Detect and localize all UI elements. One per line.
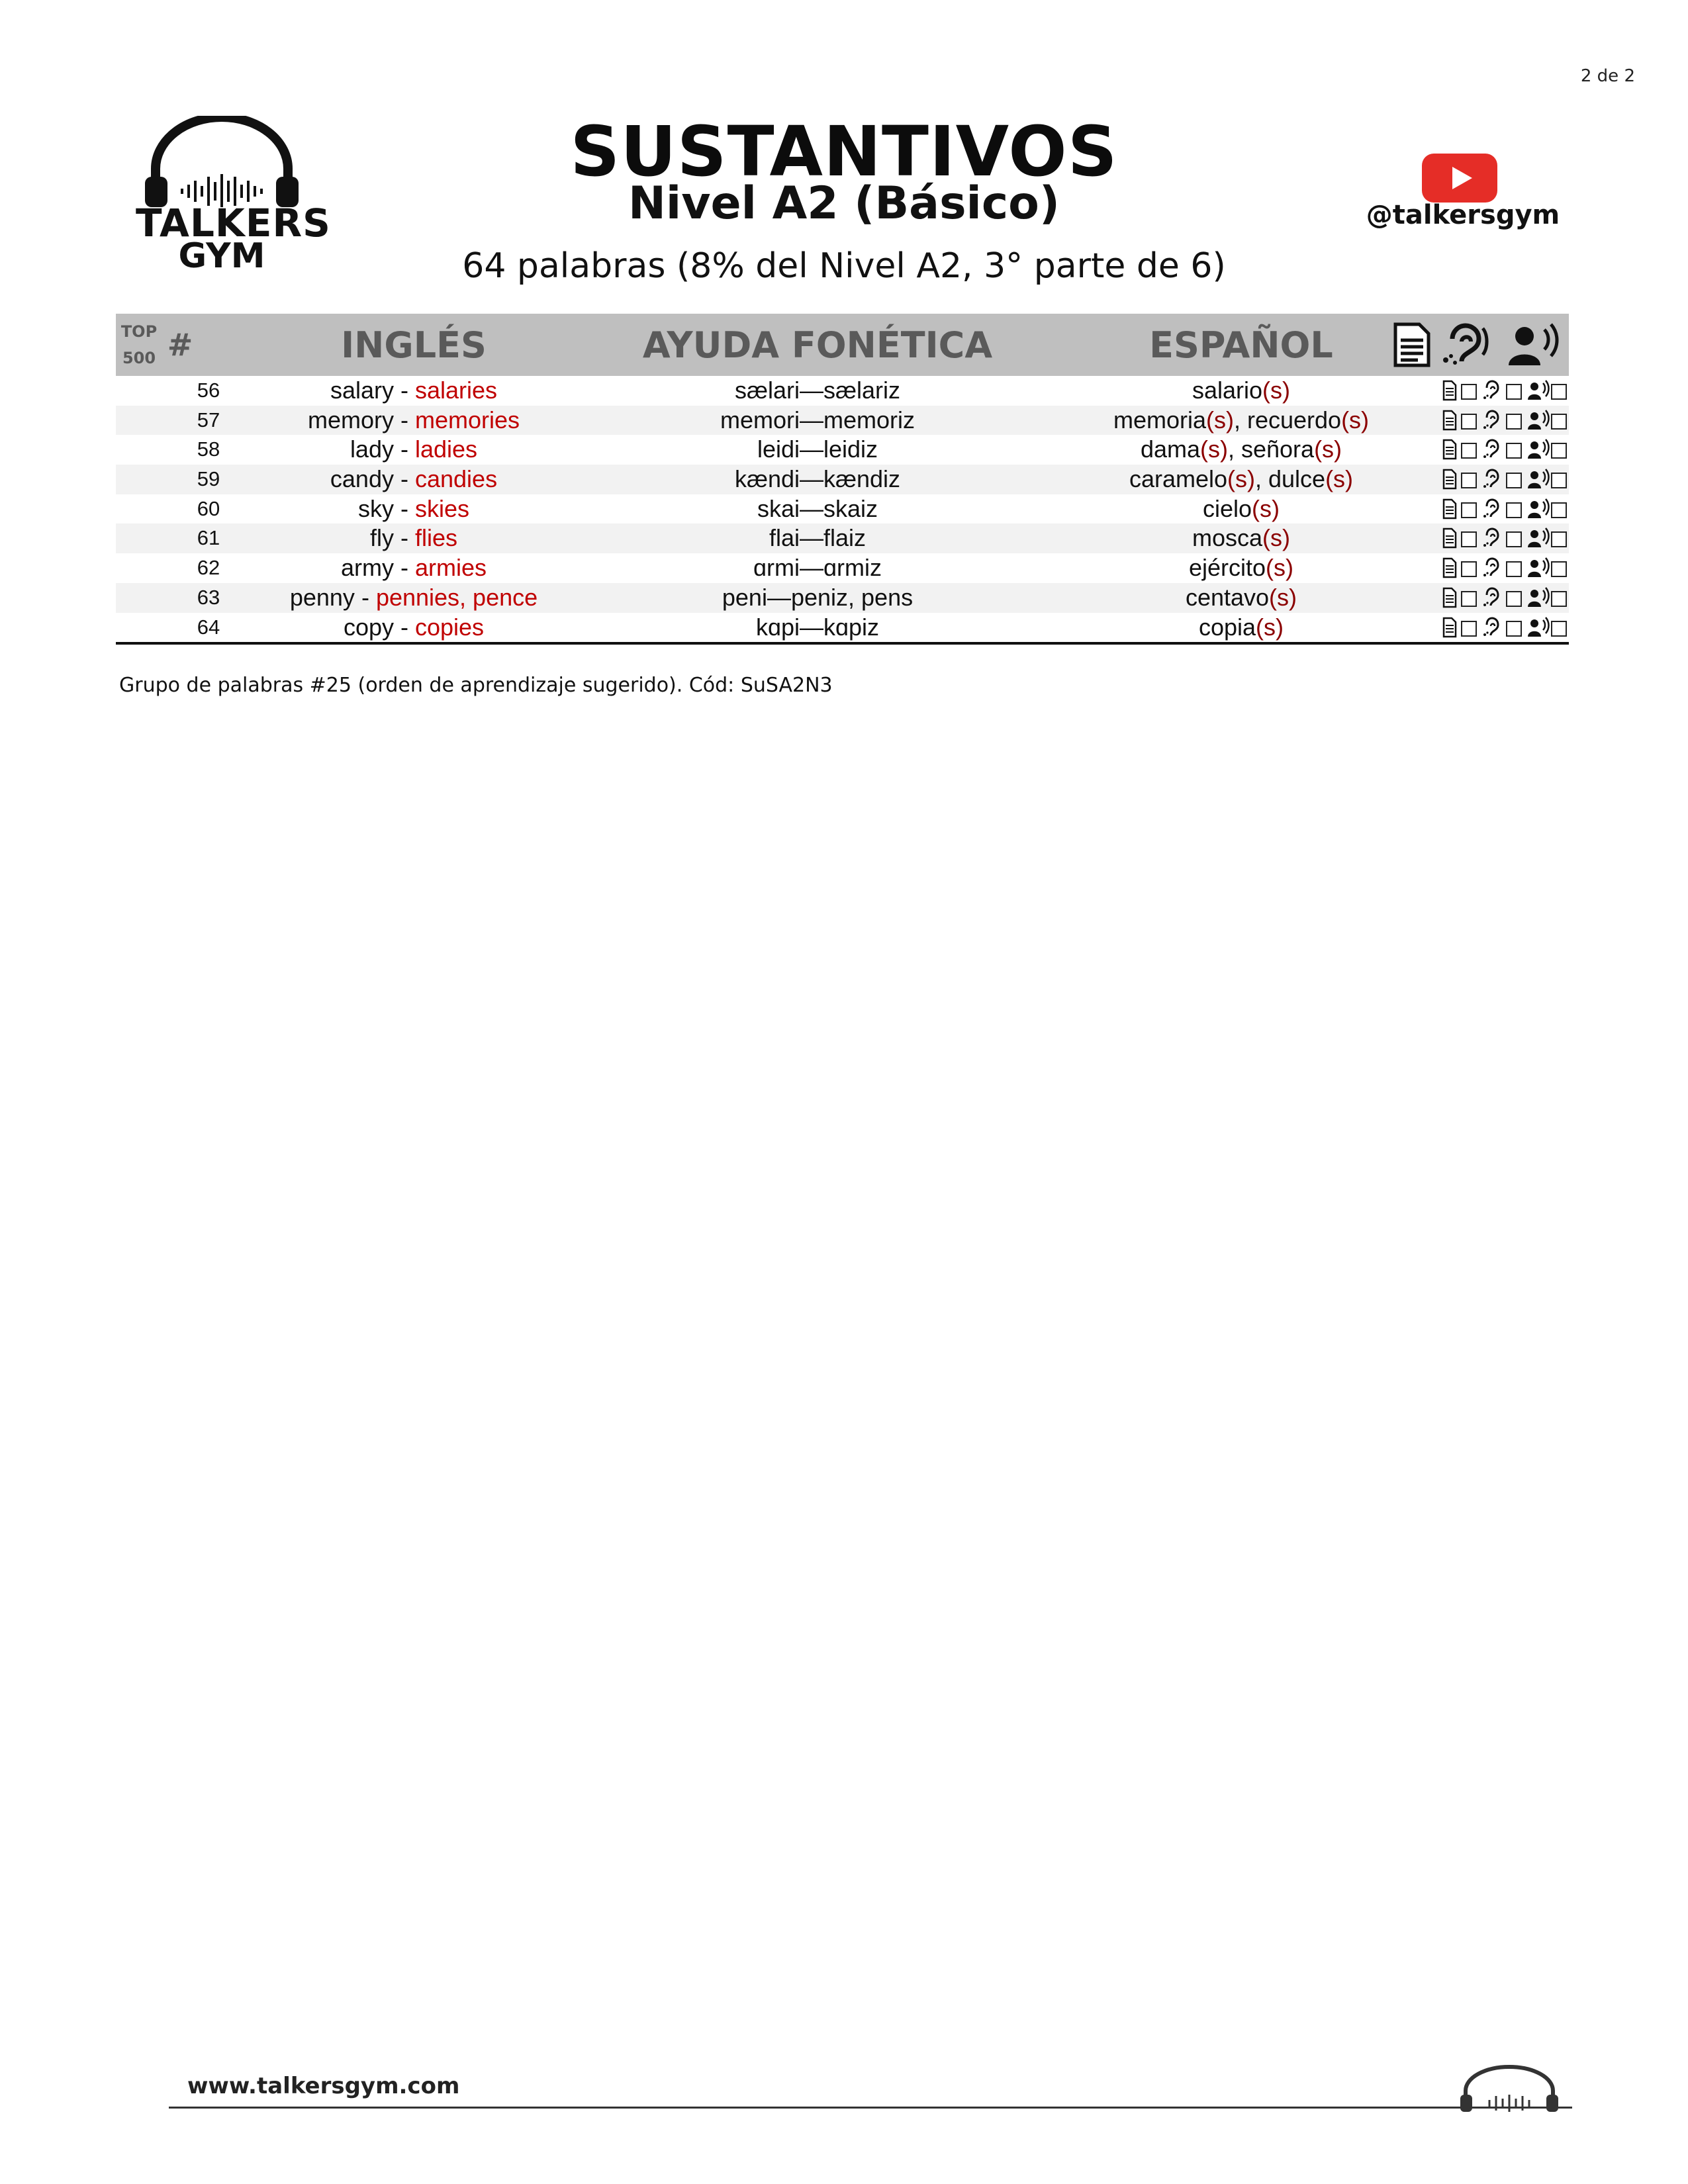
table-row [116, 376, 1569, 406]
speaker-person-icon [1527, 557, 1550, 578]
english-word [248, 613, 579, 643]
ear-icon [1483, 557, 1502, 578]
spanish-plural-suffix: (s) [1252, 494, 1280, 522]
speaker-person-icon [1527, 439, 1550, 460]
english-word [248, 583, 579, 613]
document-icon [1442, 439, 1457, 460]
phonetic-help: leidi—leidiz [757, 435, 878, 463]
english-word [248, 406, 579, 435]
row-number: 60 [197, 496, 220, 520]
spanish-plural-suffix: (s) [1205, 406, 1234, 433]
read-checkbox[interactable] [1461, 591, 1477, 607]
english-separator: - [393, 465, 415, 493]
spanish-translation [1043, 406, 1440, 435]
word-count-summary: 64 palabras (8% del Nivel A2, 3° parte de 6) [462, 246, 1226, 286]
english-separator: - [393, 524, 415, 552]
document-icon [1442, 410, 1457, 431]
english-plural: pennies, pence [375, 583, 538, 611]
english-plural: armies [414, 554, 487, 582]
row-number: 56 [197, 379, 220, 402]
logo-text-talkers: TALKERS [136, 201, 331, 246]
spanish-translation [1043, 583, 1440, 613]
row-number: 61 [197, 526, 220, 550]
spanish-word: dama [1140, 435, 1200, 463]
ear-icon [1483, 527, 1502, 549]
spanish-plural-suffix: (s) [1269, 583, 1297, 611]
ear-icon [1483, 469, 1502, 490]
spanish-word: ejército [1188, 554, 1266, 582]
phonetic-help: ɑrmi—ɑrmiz [753, 554, 882, 582]
spanish-translation [1043, 613, 1440, 643]
table-row [116, 465, 1569, 494]
spanish-plural-suffix-2: (s) [1341, 406, 1370, 433]
english-plural: candies [414, 465, 498, 493]
english-word [248, 435, 579, 465]
row-number: 64 [197, 615, 220, 639]
read-checkbox[interactable] [1461, 531, 1477, 547]
spanish-translation [1043, 465, 1440, 494]
youtube-play-icon[interactable] [1422, 154, 1497, 203]
read-checkbox[interactable] [1461, 502, 1477, 518]
document-icon [1442, 527, 1457, 549]
table-row [116, 435, 1569, 465]
english-singular: army [340, 554, 394, 582]
logo-text-gym: GYM [178, 236, 265, 276]
english-separator: - [393, 377, 415, 404]
listen-checkbox[interactable] [1506, 591, 1522, 607]
table-row [116, 406, 1569, 435]
english-word [248, 376, 579, 406]
phonetic-help: flai—flaiz [769, 524, 867, 552]
ear-icon [1483, 617, 1502, 638]
progress-checkboxes [1387, 583, 1569, 613]
read-checkbox[interactable] [1461, 414, 1477, 430]
english-plural: salaries [414, 377, 498, 404]
speak-checkbox[interactable] [1551, 591, 1567, 607]
table-row [116, 613, 1569, 643]
document-icon [1442, 557, 1457, 578]
listen-checkbox[interactable] [1506, 384, 1522, 400]
progress-checkboxes [1387, 435, 1569, 465]
english-singular: memory [307, 406, 394, 433]
youtube-handle[interactable]: @talkersgym [1366, 200, 1560, 230]
listen-checkbox[interactable] [1506, 621, 1522, 637]
phonetic-help: kændi—kændiz [734, 465, 901, 493]
listen-checkbox[interactable] [1506, 531, 1522, 547]
spanish-translation [1043, 523, 1440, 553]
english-word [248, 465, 579, 494]
spanish-word: copia [1198, 613, 1256, 641]
english-singular: fly [369, 524, 394, 552]
header-spanish: ESPAÑOL [1149, 324, 1333, 366]
english-separator: - [393, 554, 415, 582]
english-plural: ladies [414, 435, 478, 463]
progress-checkboxes [1387, 376, 1569, 406]
read-checkbox[interactable] [1461, 621, 1477, 637]
table-row [116, 583, 1569, 613]
page-number: 2 de 2 [1580, 66, 1635, 86]
phonetic-help: sælari—sælariz [734, 377, 901, 404]
document-icon [1442, 587, 1457, 608]
spanish-word: caramelo [1129, 465, 1227, 493]
table-body [116, 376, 1569, 642]
header-english: INGLÉS [341, 324, 487, 366]
english-plural: skies [414, 494, 470, 522]
row-number: 63 [197, 585, 220, 609]
english-singular: candy [330, 465, 394, 493]
english-plural: copies [414, 613, 485, 641]
spanish-translation [1043, 494, 1440, 524]
read-checkbox[interactable] [1461, 473, 1477, 488]
footnote: Grupo de palabras #25 (orden de aprendizaje sugerido). Cód: SuSA2N3 [119, 674, 833, 697]
table-row [116, 523, 1569, 553]
speaker-person-icon [1505, 322, 1564, 368]
spanish-plural-suffix: (s) [1200, 435, 1228, 463]
speaker-person-icon [1527, 498, 1550, 520]
progress-checkboxes [1387, 553, 1569, 583]
speak-checkbox[interactable] [1551, 531, 1567, 547]
header-number: # [167, 327, 193, 363]
english-separator: - [393, 494, 415, 522]
spanish-plural-suffix-2: (s) [1314, 435, 1342, 463]
spanish-plural-suffix: (s) [1262, 524, 1290, 552]
spanish-word-2: , señora [1227, 435, 1315, 463]
document-icon [1442, 617, 1457, 638]
spanish-word: salario [1192, 377, 1263, 404]
header-top500 [116, 314, 162, 376]
table-row [116, 553, 1569, 583]
speak-checkbox[interactable] [1551, 384, 1567, 400]
speaker-person-icon [1527, 410, 1550, 431]
speak-checkbox[interactable] [1551, 561, 1567, 577]
ear-icon [1483, 439, 1502, 460]
header-icons [1387, 314, 1569, 376]
table-row [116, 494, 1569, 524]
page-title: SUSTANTIVOS [570, 111, 1118, 192]
spanish-word: mosca [1192, 524, 1263, 552]
phonetic-help: skai—skaiz [757, 494, 878, 522]
spanish-plural-suffix: (s) [1262, 377, 1291, 404]
table-bottom-rule [116, 642, 1569, 645]
progress-checkboxes [1387, 613, 1569, 643]
row-number: 58 [197, 437, 220, 461]
speaker-person-icon [1527, 587, 1550, 608]
spanish-word-2: , recuerdo [1233, 406, 1342, 433]
progress-checkboxes [1387, 523, 1569, 553]
progress-checkboxes [1387, 465, 1569, 494]
read-checkbox[interactable] [1461, 384, 1477, 400]
ear-icon [1483, 410, 1502, 431]
spanish-word: cielo [1202, 494, 1252, 522]
row-number: 59 [197, 467, 220, 491]
document-icon [1442, 380, 1457, 401]
speaker-person-icon [1527, 469, 1550, 490]
spanish-translation [1043, 376, 1440, 406]
spanish-translation [1043, 553, 1440, 583]
english-singular: salary [330, 377, 394, 404]
header-top-label: TOP [120, 322, 158, 341]
row-number: 62 [197, 556, 220, 580]
speaker-person-icon [1527, 527, 1550, 549]
english-separator: - [393, 435, 415, 463]
speaker-person-icon [1527, 380, 1550, 401]
document-icon [1442, 469, 1457, 490]
ear-icon [1483, 587, 1502, 608]
read-checkbox[interactable] [1461, 443, 1477, 459]
read-checkbox[interactable] [1461, 561, 1477, 577]
english-separator: - [354, 583, 376, 611]
english-singular: copy [343, 613, 394, 641]
spanish-translation [1043, 435, 1440, 465]
table-header [116, 314, 1569, 376]
speak-checkbox[interactable] [1551, 443, 1567, 459]
spanish-plural-suffix-2: (s) [1325, 465, 1354, 493]
progress-checkboxes [1387, 406, 1569, 435]
english-word [248, 494, 579, 524]
headphones-logo-icon [1456, 2062, 1562, 2115]
spanish-plural-suffix: (s) [1227, 465, 1255, 493]
footer-url[interactable]: www.talkersgym.com [187, 2073, 460, 2099]
footer-divider [169, 2107, 1572, 2109]
listen-checkbox[interactable] [1506, 473, 1522, 488]
english-singular: sky [357, 494, 394, 522]
document-icon [1391, 322, 1432, 368]
phonetic-help: kɑpi—kɑpiz [755, 613, 880, 641]
english-singular: lady [350, 435, 394, 463]
spanish-word-2: , dulce [1254, 465, 1326, 493]
english-word [248, 523, 579, 553]
speaker-person-icon [1527, 617, 1550, 638]
english-word [248, 553, 579, 583]
speak-checkbox[interactable] [1551, 621, 1567, 637]
english-plural: flies [414, 524, 458, 552]
spanish-plural-suffix: (s) [1266, 554, 1294, 582]
spanish-plural-suffix: (s) [1256, 613, 1284, 641]
listen-checkbox[interactable] [1506, 561, 1522, 577]
header-phonetic: AYUDA FONÉTICA [642, 324, 993, 366]
speak-checkbox[interactable] [1551, 502, 1567, 518]
spanish-word: centavo [1185, 583, 1270, 611]
speak-checkbox[interactable] [1551, 414, 1567, 430]
ear-icon [1442, 322, 1495, 368]
english-plural: memories [414, 406, 520, 433]
ear-icon [1483, 380, 1502, 401]
listen-checkbox[interactable] [1506, 443, 1522, 459]
progress-checkboxes [1387, 494, 1569, 524]
listen-checkbox[interactable] [1506, 414, 1522, 430]
page-subtitle: Nivel A2 (Básico) [628, 177, 1060, 230]
document-icon [1442, 498, 1457, 520]
phonetic-help: peni—peniz, pens [722, 583, 914, 611]
listen-checkbox[interactable] [1506, 502, 1522, 518]
ear-icon [1483, 498, 1502, 520]
english-singular: penny [289, 583, 355, 611]
english-separator: - [393, 406, 415, 433]
header-500-label: 500 [122, 349, 156, 367]
row-number: 57 [197, 408, 220, 432]
phonetic-help: memori—memoriz [720, 406, 915, 433]
speak-checkbox[interactable] [1551, 473, 1567, 488]
spanish-word: memoria [1113, 406, 1206, 433]
english-separator: - [393, 613, 415, 641]
vocabulary-table [116, 314, 1569, 645]
